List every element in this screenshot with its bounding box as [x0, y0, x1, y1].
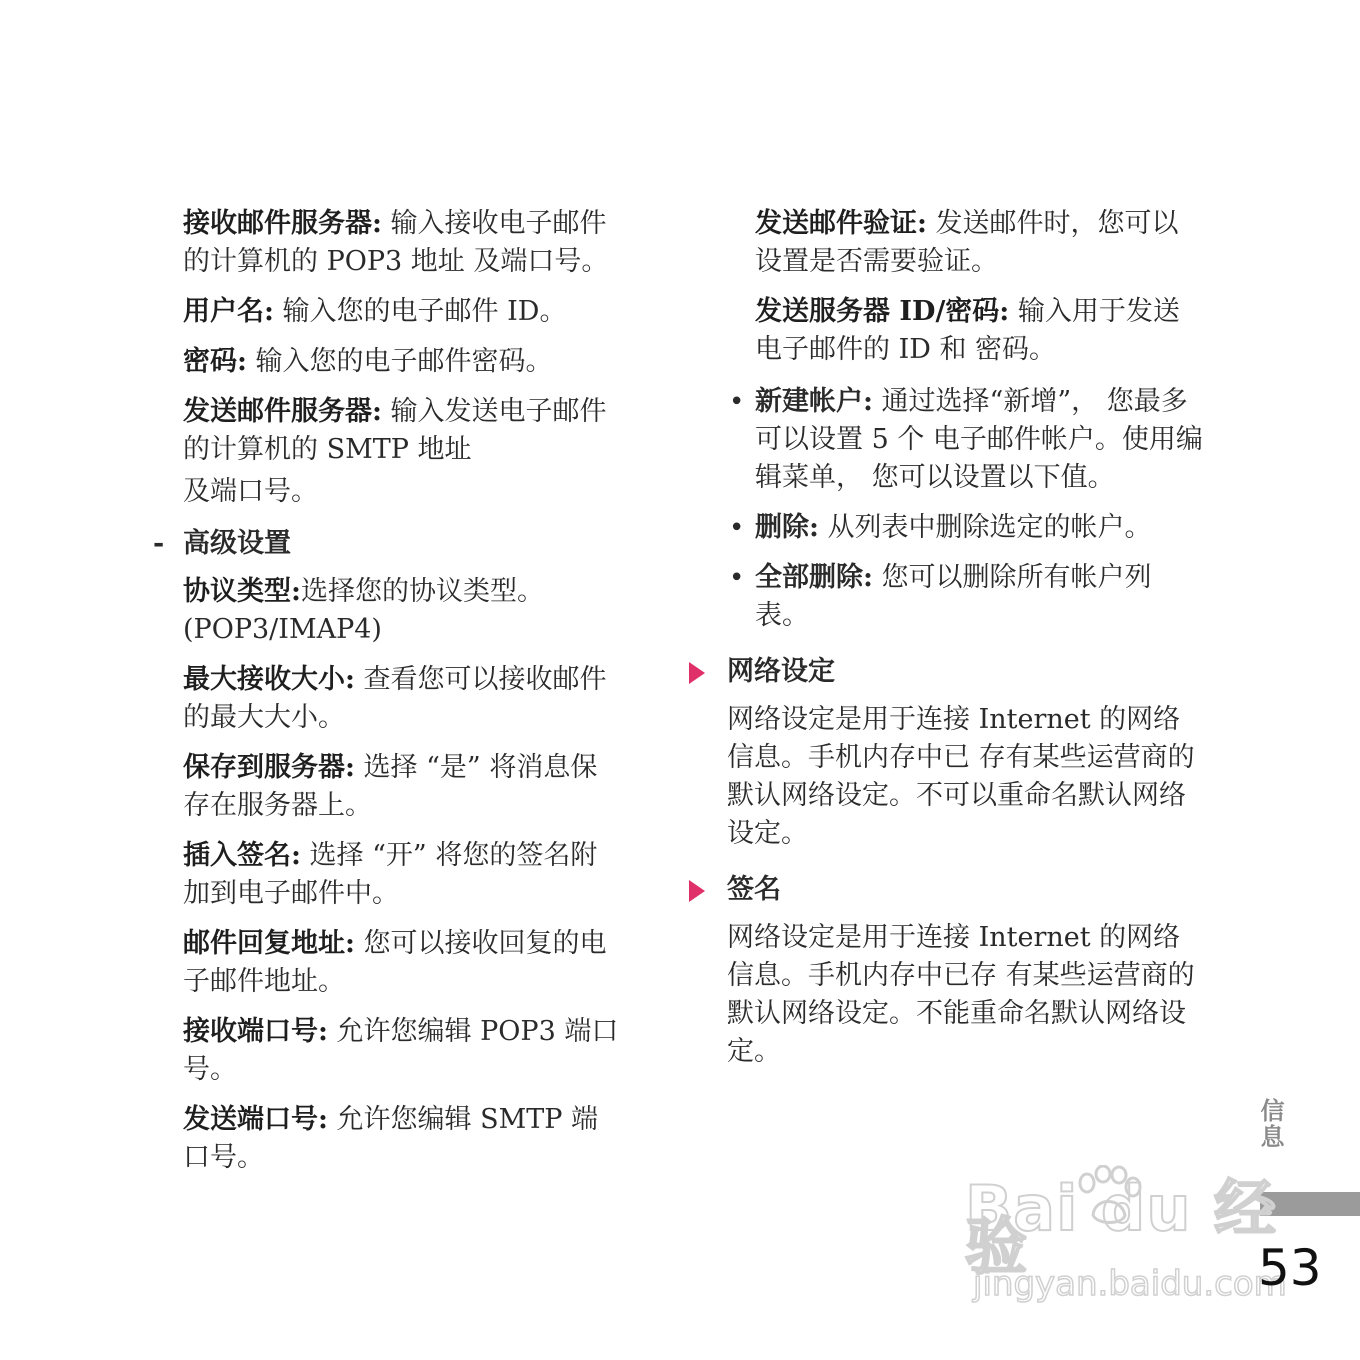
bullet-delete-all	[729, 559, 1205, 635]
left-column	[153, 205, 623, 1189]
section-network-settings	[727, 653, 1205, 853]
term-save-to-server: 保存到服务器:	[183, 752, 355, 783]
right-column	[727, 205, 1205, 1089]
desc-delete-all: 您可以删除所有帐户列表。	[755, 562, 1152, 631]
desc-delete: 从列表中删除选定的帐户。	[818, 512, 1152, 543]
term-new-account: 新建帐户:	[755, 386, 873, 417]
watermark-logo-text: Bai du 经验	[965, 1172, 1278, 1283]
desc-send-server-id: 输入用于发送电子邮件的 ID 和 密码。	[755, 296, 1180, 365]
term-delete: 删除:	[755, 512, 819, 543]
desc-save-to-server: 选择 “是” 将消息保存在服务器上。	[183, 752, 598, 821]
desc-max-receive-size: 查看您可以接收邮件的最大大小。	[183, 664, 607, 733]
desc-send-auth: 发送邮件时，您可以设置是否需要验证。	[755, 208, 1179, 277]
paragraph-outgoing-server	[183, 393, 623, 469]
paragraph-incoming-port	[183, 1013, 623, 1089]
page-number: 53	[1258, 1239, 1322, 1297]
paragraph-save-to-server	[183, 749, 623, 825]
desc-insert-signature: 选择 “开” 将您的签名附加到电子邮件中。	[183, 840, 598, 909]
term-send-auth: 发送邮件验证:	[755, 208, 927, 239]
term-incoming-port: 接收端口号:	[183, 1016, 328, 1047]
section-network-settings-title: 网络设定	[727, 656, 835, 687]
desc-password: 输入您的电子邮件密码。	[246, 346, 553, 377]
term-password: 密码:	[183, 346, 247, 377]
term-outgoing-port: 发送端口号:	[183, 1104, 328, 1135]
term-insert-signature: 插入签名:	[183, 840, 301, 871]
section-signature-title: 签名	[727, 874, 781, 905]
desc-protocol-type: 选择您的协议类型。(POP3/IMAP4)	[183, 576, 544, 645]
advanced-settings-title: 高级设置	[183, 528, 291, 559]
paragraph-username	[183, 293, 623, 331]
dash-marker: -	[153, 528, 165, 559]
chapter-side-tab: 信息	[1256, 1098, 1285, 1150]
desc-outgoing-port: 允许您编辑 SMTP 端口号。	[183, 1104, 599, 1173]
watermark	[965, 1165, 1285, 1310]
paragraph-outgoing-server-cont: 及端口号。	[183, 476, 318, 507]
desc-outgoing-server: 输入发送电子邮件的计算机的 SMTP 地址	[183, 396, 607, 465]
term-delete-all: 全部删除:	[755, 562, 873, 593]
term-protocol-type: 协议类型:	[183, 576, 301, 607]
term-incoming-server: 接收邮件服务器:	[183, 208, 382, 239]
paragraph-password	[183, 343, 623, 381]
section-signature-heading	[727, 871, 1205, 909]
term-max-receive-size: 最大接收大小:	[183, 664, 355, 695]
paragraph-reply-address	[183, 925, 623, 1001]
bullet-dot: •	[729, 387, 745, 417]
paragraph-outgoing-port	[183, 1101, 623, 1177]
desc-new-account: 通过选择“新增”， 您最多可以设置 5 个 电子邮件帐户。使用编辑菜单， 您可以设置以下值。	[755, 386, 1203, 493]
section-signature	[727, 871, 1205, 1071]
paragraph-send-server-id	[755, 293, 1205, 369]
section-network-settings-heading	[727, 653, 1205, 691]
triangle-marker-icon	[689, 662, 705, 684]
paragraph-protocol-type	[183, 573, 623, 649]
section-network-settings-body: 网络设定是用于连接 Internet 的网络信息。手机内存中已 存有某些运营商的默认网络设定。不可以重命名默认网络 设定。	[727, 704, 1195, 849]
paragraph-max-receive-size	[183, 661, 623, 737]
advanced-settings-heading	[153, 525, 623, 563]
paragraph-incoming-server	[183, 205, 623, 281]
desc-username: 输入您的电子邮件 ID。	[273, 296, 567, 327]
paragraph-insert-signature	[183, 837, 623, 913]
term-reply-address: 邮件回复地址:	[183, 928, 355, 959]
desc-incoming-server: 输入接收电子邮件的计算机的 POP3 地址 及端口号。	[183, 208, 609, 277]
section-signature-body: 网络设定是用于连接 Internet 的网络信息。手机内存中已存 有某些运营商的默认网络设定。不能重命名默认网络设定。	[727, 922, 1195, 1067]
bullet-dot: •	[729, 563, 745, 593]
bullet-dot: •	[729, 513, 745, 543]
watermark-url: jingyan.baidu.com	[973, 1264, 1287, 1304]
term-outgoing-server: 发送邮件服务器:	[183, 396, 382, 427]
bullet-new-account	[729, 383, 1205, 497]
desc-incoming-port: 允许您编辑 POP3 端口号。	[183, 1016, 619, 1085]
desc-reply-address: 您可以接收回复的电子邮件地址。	[183, 928, 607, 997]
term-username: 用户名:	[183, 296, 274, 327]
triangle-marker-icon	[689, 880, 705, 902]
term-send-server-id: 发送服务器 ID/密码:	[755, 296, 1010, 327]
bullet-delete	[729, 509, 1205, 547]
paragraph-send-auth	[755, 205, 1205, 281]
